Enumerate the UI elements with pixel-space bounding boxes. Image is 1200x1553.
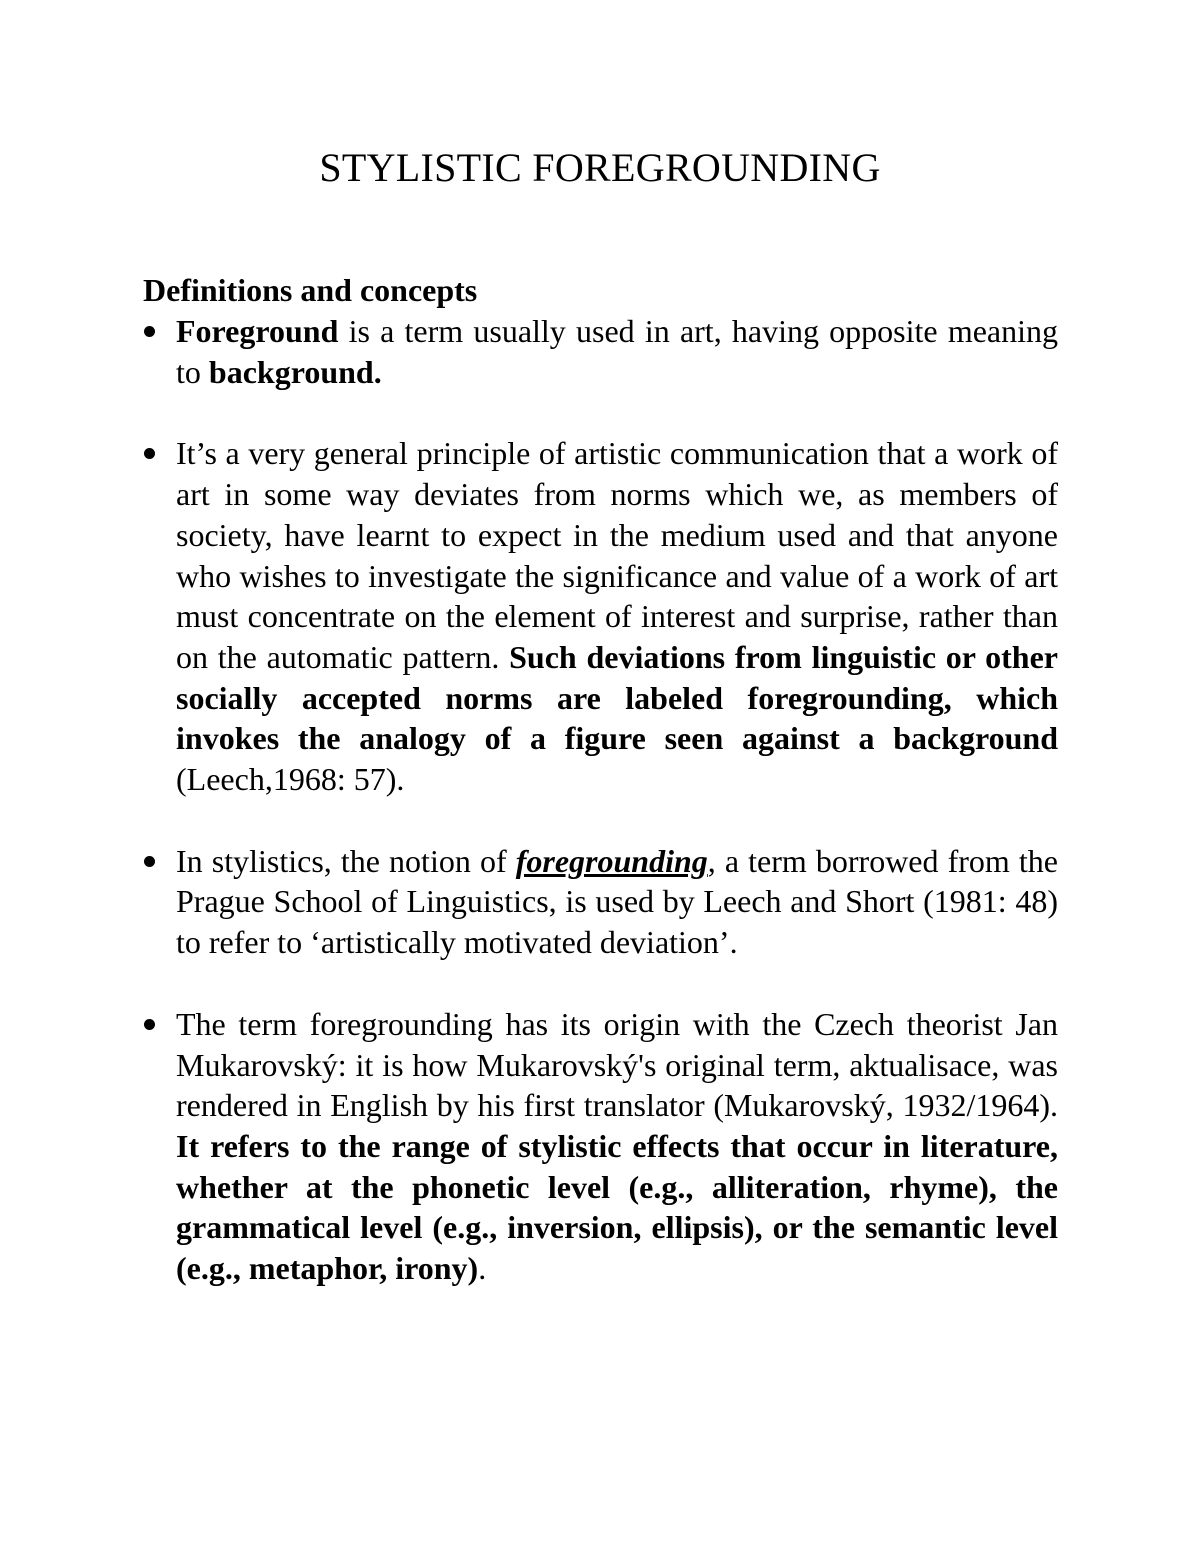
bullet-term-origin: [176, 1004, 1058, 1289]
section-heading: Definitions and concepts: [143, 272, 478, 308]
text-segment: The term foregrounding has its origin with the Czech theorist Jan Mukarovský: it is how Mukarovský's original term, aktualisace, was rendered in English by his first translator (Mukarovský, 1932/1964).: [176, 1005, 1058, 1124]
text-segment: is a term usually used in art, having opposite meaning to: [176, 313, 1058, 390]
bullet-stylistics-notion: [176, 841, 1058, 963]
text-segment: Foreground: [176, 313, 339, 349]
text-segment: (Leech,1968: 57).: [176, 761, 405, 798]
text-segment: In stylistics, the notion of: [176, 842, 516, 879]
text-segment: It refers to the range of stylistic effects that occur in literature, whether at the phonetic level (e.g., alliteration, rhyme), the grammatical level (e.g., inversion, ellipsis), or the semantic level (e.g., metaphor, irony): [176, 1127, 1058, 1287]
text-segment: , a term borrowed from the Prague School of Linguistics, is used by Leech and Short (1981: 48) to refer to ‘artistically motivated deviation’.: [176, 842, 1059, 961]
text-segment: background.: [208, 353, 382, 390]
document-title: STYLISTIC FOREGROUNDING: [319, 145, 881, 190]
text-segment: It’s a very general principle of artistic communication that a work of art in some way deviates from norms which we, as members of society, have learnt to expect in the medium used and that anyone who wishes to investigate the significance and value of a work of art must concentrate on the element of interest and surprise, rather than on the automatic pattern.: [176, 435, 1058, 675]
text-segment: Such deviations from linguistic or other socially accepted norms are labeled foregrounding, which invokes the analogy of a figure seen against a background: [176, 638, 1059, 757]
text-segment: .: [478, 1250, 487, 1287]
definitions-list: [176, 311, 1058, 1289]
text-segment-emphasis: foregrounding: [515, 842, 708, 879]
bullet-foreground-definition: [176, 311, 1058, 392]
bullet-artistic-principle: [176, 433, 1058, 799]
